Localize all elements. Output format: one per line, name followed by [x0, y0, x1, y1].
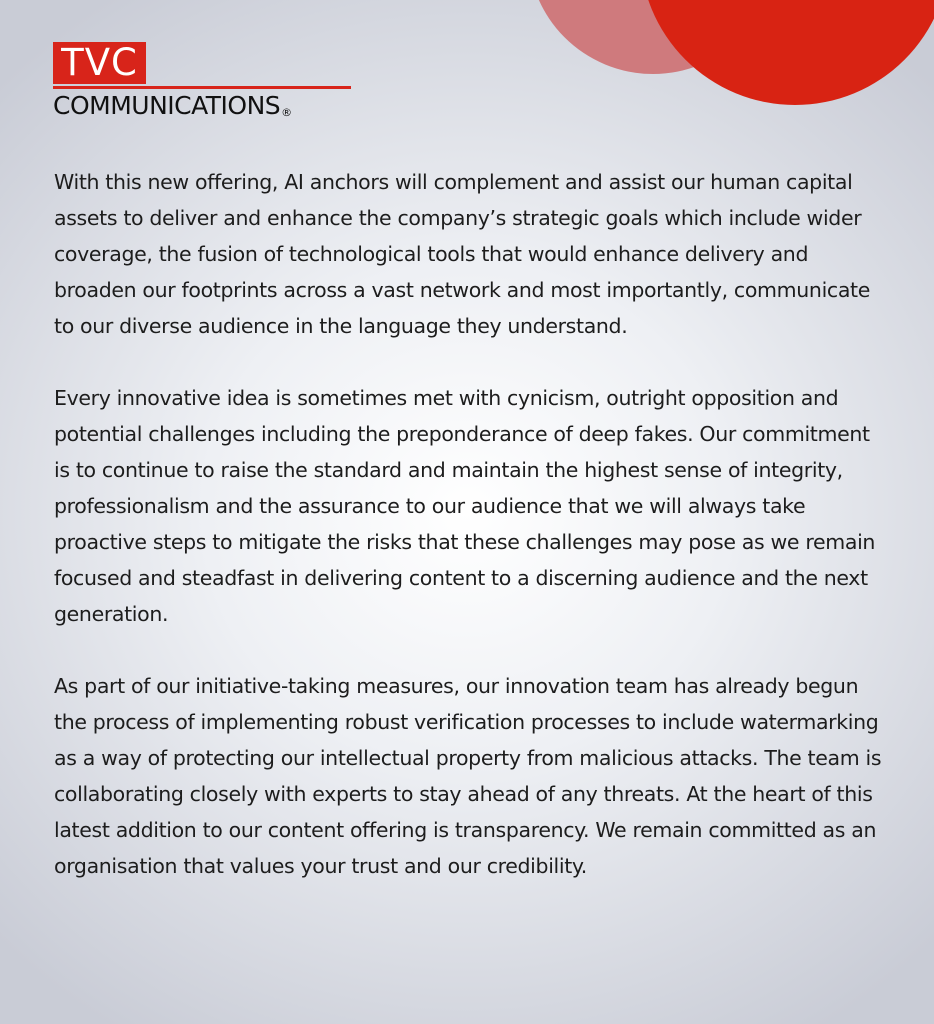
decorative-red-circle: [640, 0, 934, 105]
statement-body: [54, 164, 884, 920]
paragraph-2: Every innovative idea is sometimes met with cynicism, outright opposition and potential challenges including the preponderance of deep fakes. Our commitment is to continue to raise the standard and maintain the highest sense of integrity, professionalism and the assurance to our audience that we will always take proactive steps to mitigate the risks that these challenges may pose as we remain focused and steadfast in delivering content to a discerning audience and the next generation.: [54, 386, 876, 626]
paragraph-1: With this new offering, AI anchors will complement and assist our human capital assets to deliver and enhance the company’s strategic goals which include wider coverage, the fusion of technological tools that would enhance delivery and broaden our footprints across a vast network and most importantly, communicate to our diverse audience in the language they understand.: [54, 170, 871, 338]
logo-company-name-text: COMMUNICATIONS: [53, 91, 281, 120]
tvc-communications-logo: [53, 42, 373, 122]
logo-company-name: [53, 91, 292, 128]
logo-underline: [53, 86, 351, 89]
logo-brand-text: TVC: [61, 41, 138, 84]
paragraph-3: As part of our initiative-taking measures, our innovation team has already begun the process of implementing robust verification processes to include watermarking as a way of protecting our intellectual property from malicious attacks. The team is collaborating closely with experts to stay ahead of any threats. At the heart of this latest addition to our content offering is transparency. We remain committed as an organisation that values your trust and our credibility.: [54, 674, 882, 878]
registered-mark: ®: [281, 106, 292, 119]
